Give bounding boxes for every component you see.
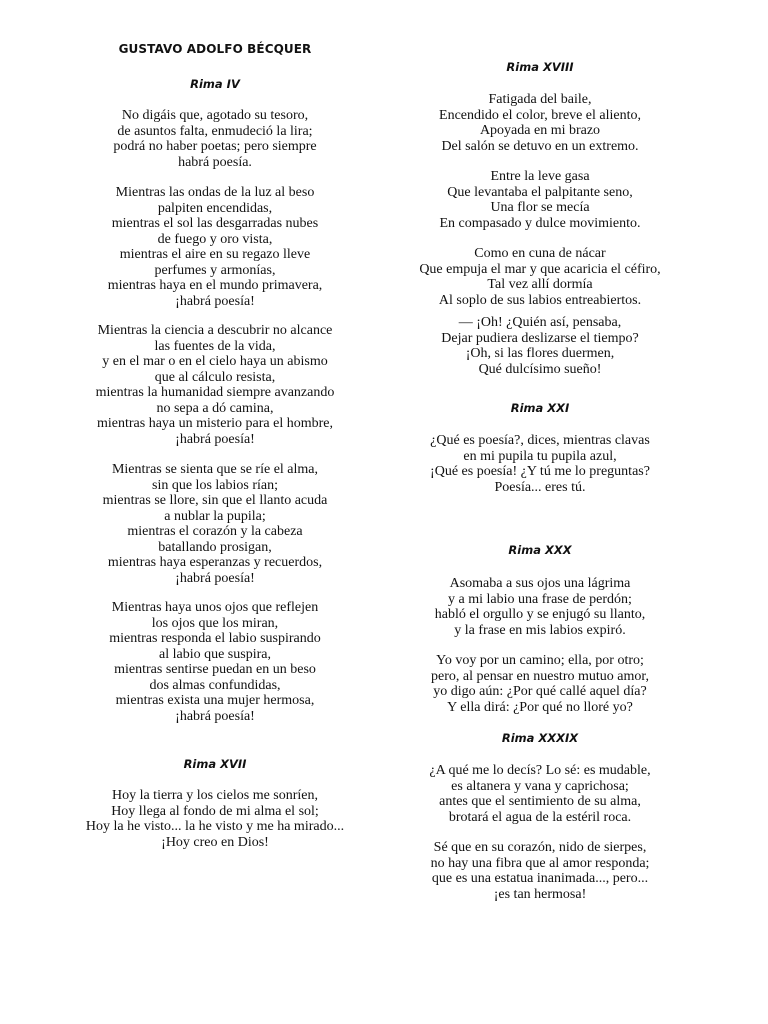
verse-line: Asomaba a sus ojos una lágrima <box>449 576 631 591</box>
verse-line: En compasado y dulce movimiento. <box>439 215 641 231</box>
verse-line: mientras la humanidad siempre avanzando <box>95 385 335 400</box>
verse-line: mientras se llore, sin que el llanto acuda <box>102 493 328 508</box>
poem-title-rima-xxxix: Rima XXXIX <box>501 731 579 745</box>
verse-line: Hoy la tierra y los cielos me sonríen, <box>111 788 319 803</box>
verse-line: No digáis que, agotado su tesoro, <box>121 108 309 123</box>
verse-line: los ojos que los miran, <box>151 615 279 631</box>
poem-title-rima-xxi: Rima XXI <box>510 401 570 415</box>
verse-line: Que empuja el mar y que acaricia el céfiro, <box>419 261 661 277</box>
verse-line: — ¡Oh! ¿Quién así, pensaba, <box>458 315 622 330</box>
verse-line: es altanera y vana y caprichosa; <box>451 778 629 794</box>
verse-line: Que levantaba el palpitante seno, <box>447 184 633 200</box>
verse-line: no hay una fibra que al amor responda; <box>430 855 650 871</box>
verse-line: mientras exista una mujer hermosa, <box>115 693 315 708</box>
rima-xxxix-stanza-2 <box>325 840 755 902</box>
verse-line: Como en cuna de nácar <box>474 246 606 261</box>
verse-line: Qué dulcísimo sueño! <box>478 361 602 377</box>
verse-line: Una flor se mecía <box>490 200 590 215</box>
author-heading: GUSTAVO ADOLFO BÉCQUER <box>118 42 312 56</box>
verse-line: mientras el aire en su regazo lleve <box>119 247 311 262</box>
verse-line: ¡Oh, si las flores duermen, <box>465 346 615 361</box>
verse-line: habló el orgullo y se enjugó su llanto, <box>434 607 646 622</box>
verse-line: Mientras las ondas de la luz al beso <box>115 185 315 200</box>
verse-line: y a mi labio una frase de perdón; <box>448 591 632 607</box>
verse-line: mientras responda el labio suspirando <box>109 631 321 646</box>
verse-line: mientras el corazón y la cabeza <box>127 524 303 539</box>
verse-line: palpiten encendidas, <box>157 200 273 216</box>
rima-xviii-stanza-1 <box>325 92 755 154</box>
verse-line: Del salón se detuvo en un extremo. <box>441 138 639 154</box>
verse-line: ¡habrá poesía! <box>175 293 255 309</box>
verse-line: ¡Qué es poesía! ¿Y tú me lo preguntas? <box>430 464 650 479</box>
rima-xviii-stanza-3 <box>325 246 755 308</box>
verse-line: ¡es tan hermosa! <box>493 886 587 902</box>
verse-line: ¡habrá poesía! <box>175 708 255 724</box>
verse-line: batallando prosigan, <box>158 539 272 555</box>
poem-title-rima-xxx: Rima XXX <box>508 543 572 557</box>
verse-line: Mientras haya unos ojos que reflejen <box>111 600 319 615</box>
verse-line: brotará el agua de la estéril roca. <box>448 809 632 825</box>
verse-line: Al soplo de sus labios entreabiertos. <box>438 292 642 308</box>
rima-xviii-stanza-4 <box>325 315 755 377</box>
verse-line: sin que los labios rían; <box>152 477 278 493</box>
rima-xxx-stanza-1 <box>325 576 755 638</box>
verse-line: a nublar la pupila; <box>164 508 266 524</box>
verse-line: Dejar pudiera deslizarse el tiempo? <box>441 330 639 346</box>
verse-line: Mientras se sienta que se ríe el alma, <box>111 462 319 477</box>
rima-xxxix-stanza-1 <box>325 763 755 825</box>
verse-line: de asuntos falta, enmudeció la lira; <box>117 123 313 139</box>
rima-xviii-stanza-2 <box>325 169 755 231</box>
verse-line: pero, al pensar en nuestro mutuo amor, <box>431 668 649 684</box>
verse-line: que al cálculo resista, <box>154 369 276 385</box>
verse-line: y en el mar o en el cielo haya un abismo <box>102 354 328 369</box>
verse-line: Sé que en su corazón, nido de sierpes, <box>433 840 647 855</box>
rima-xxx-stanza-2 <box>325 653 755 715</box>
verse-line: no sepa a dó camina, <box>156 400 274 416</box>
verse-line: mientras el sol las desgarradas nubes <box>111 216 319 231</box>
verse-line: las fuentes de la vida, <box>154 338 276 354</box>
verse-line: ¡Hoy creo en Dios! <box>161 834 269 850</box>
verse-line: Tal vez allí dormía <box>487 277 593 292</box>
verse-line: dos almas confundidas, <box>149 677 281 693</box>
verse-line: Y ella dirá: ¿Por qué no lloré yo? <box>447 699 633 715</box>
verse-line: perfumes y armonías, <box>154 262 276 278</box>
verse-line: al labio que suspira, <box>159 646 271 662</box>
verse-line: Yo voy por un camino; ella, por otro; <box>436 653 644 668</box>
poem-title-rima-xvii: Rima XVII <box>183 757 247 771</box>
verse-line: ¡habrá poesía! <box>175 431 255 447</box>
verse-line: Fatigada del baile, <box>488 92 592 107</box>
verse-line: en mi pupila tu pupila azul, <box>463 448 617 464</box>
verse-line: mientras haya un misterio para el hombre, <box>97 416 333 431</box>
verse-line: Mientras la ciencia a descubrir no alcance <box>97 323 333 338</box>
verse-line: mientras haya en el mundo primavera, <box>107 278 323 293</box>
verse-line: Apoyada en mi brazo <box>479 123 601 138</box>
verse-line: que es una estatua inanimada..., pero... <box>431 871 649 886</box>
rima-xxi-stanza-1 <box>325 433 755 495</box>
verse-line: Entre la leve gasa <box>490 169 590 184</box>
verse-line: mientras haya esperanzas y recuerdos, <box>107 555 323 570</box>
poem-title-rima-iv: Rima IV <box>190 77 240 91</box>
verse-line: mientras sentirse puedan en un beso <box>114 662 316 677</box>
verse-line: ¿A qué me lo decís? Lo sé: es mudable, <box>429 763 651 778</box>
verse-line: Hoy la he visto... la he visto y me ha mirado... <box>85 819 345 834</box>
poem-title-rima-xviii: Rima XVIII <box>506 60 574 74</box>
verse-line: habrá poesía. <box>178 154 252 170</box>
verse-line: antes que el sentimiento de su alma, <box>439 794 641 809</box>
verse-line: Poesía... eres tú. <box>494 479 586 495</box>
verse-line: ¡habrá poesía! <box>175 570 255 586</box>
verse-line: de fuego y oro vista, <box>157 231 273 247</box>
verse-line: podrá no haber poetas; pero siempre <box>113 139 317 154</box>
verse-line: ¿Qué es poesía?, dices, mientras clavas <box>430 433 650 448</box>
verse-line: Hoy llega al fondo de mi alma el sol; <box>111 803 319 819</box>
verse-line: Encendido el color, breve el aliento, <box>439 107 641 123</box>
verse-line: yo digo aún: ¿Por qué callé aquel día? <box>433 684 647 699</box>
verse-line: y la frase en mis labios expiró. <box>454 622 626 638</box>
